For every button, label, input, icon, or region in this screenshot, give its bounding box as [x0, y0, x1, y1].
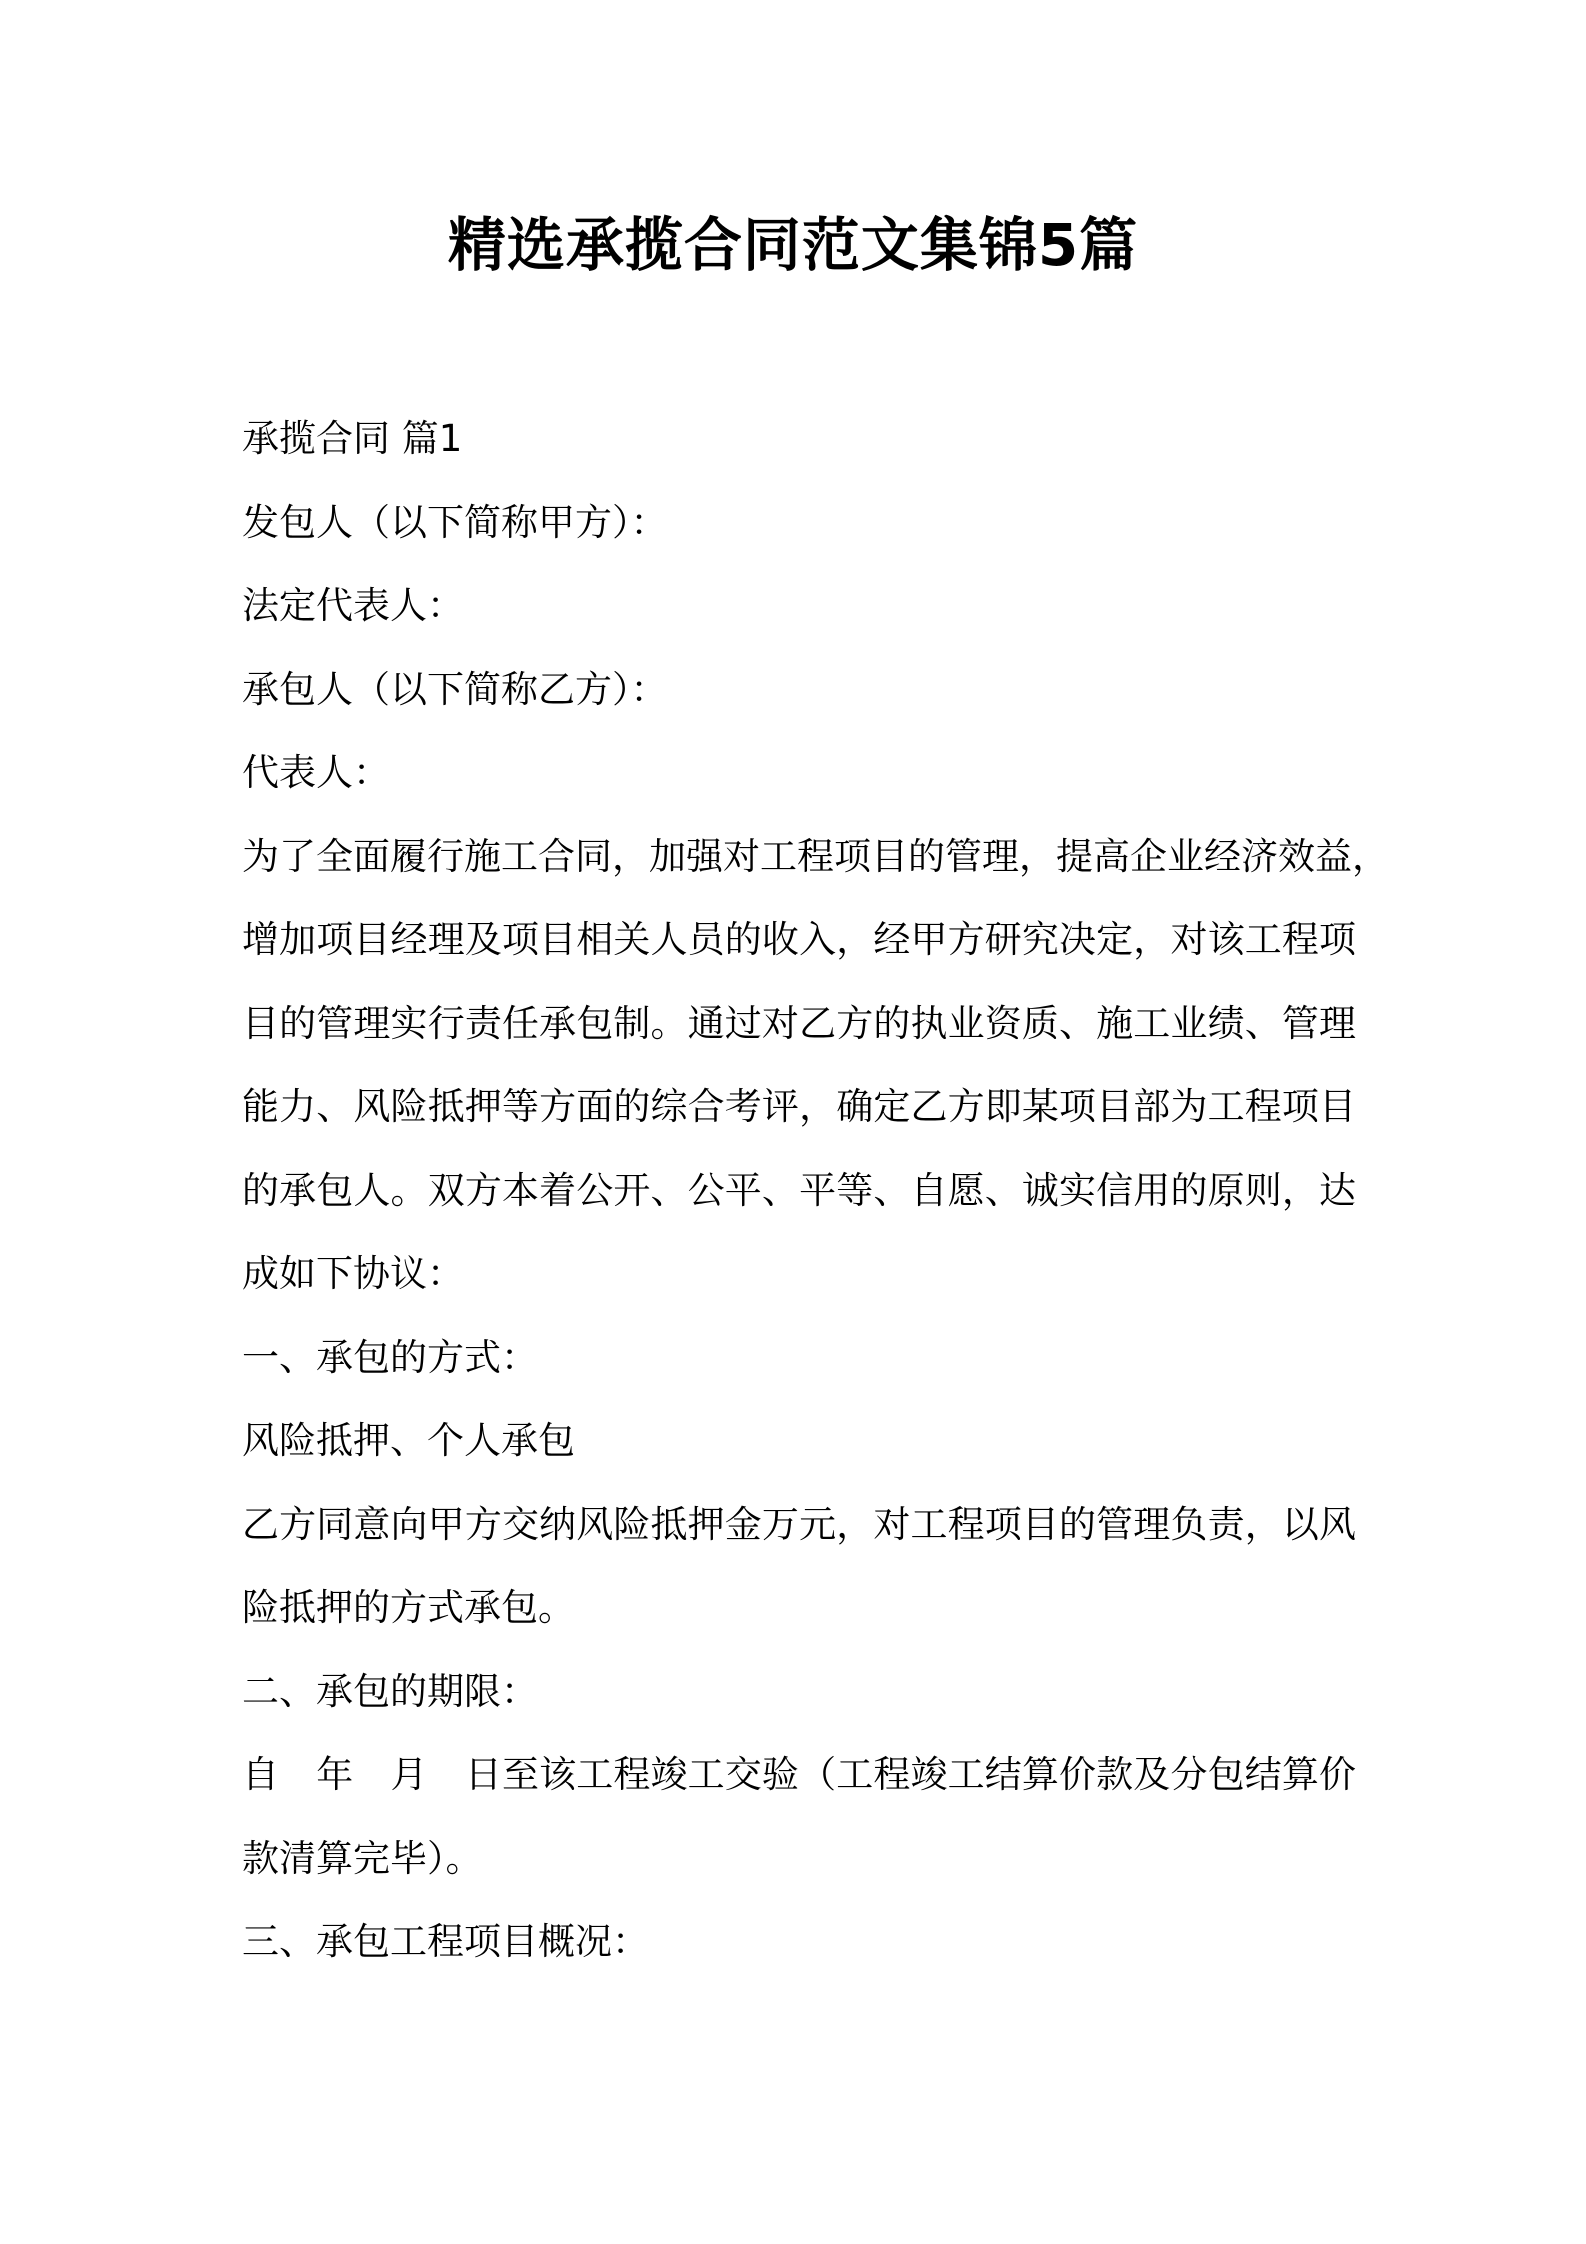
text-line: 成如下协议： [242, 1252, 464, 1295]
text-line: 的承包人。双方本着公开、公平、平等、自愿、诚实信用的原则，达 [242, 1168, 1356, 1212]
text-line: 一、承包的方式： [242, 1335, 538, 1379]
section-heading: 承揽合同 篇1 [242, 417, 463, 460]
text-line: 法定代表人： [242, 584, 464, 627]
text-line: 自 年 月 日至该工程竣工交验（工程竣工结算价款及分包结算价 [242, 1753, 1356, 1796]
text-line: 三、承包工程项目概况： [242, 1920, 649, 1963]
text-line: 增加项目经理及项目相关人员的收入，经甲方研究决定，对该工程项 [242, 918, 1356, 961]
document-body [242, 397, 1389, 1984]
text-line: 为了全面履行施工合同，加强对工程项目的管理，提高企业经济效益， [242, 834, 1389, 878]
text-line: 乙方同意向甲方交纳风险抵押金万元，对工程项目的管理负责，以风 [242, 1502, 1356, 1546]
text-line: 款清算完毕）。 [242, 1836, 483, 1880]
document-title: 精选承揽合同范文集锦5篇 [447, 211, 1139, 279]
text-line: 二、承包的期限： [242, 1669, 538, 1713]
text-line: 能力、风险抵押等方面的综合考评，确定乙方即某项目部为工程项目 [242, 1085, 1356, 1128]
text-line: 目的管理实行责任承包制。通过对乙方的执业资质、施工业绩、管理 [242, 1001, 1356, 1045]
text-line: 险抵押的方式承包。 [242, 1586, 575, 1629]
text-line: 风险抵押、个人承包 [242, 1419, 575, 1462]
text-line: 代表人： [242, 751, 390, 794]
text-line: 承包人（以下简称乙方）： [242, 667, 668, 711]
text-line: 发包人（以下简称甲方）： [242, 500, 668, 544]
